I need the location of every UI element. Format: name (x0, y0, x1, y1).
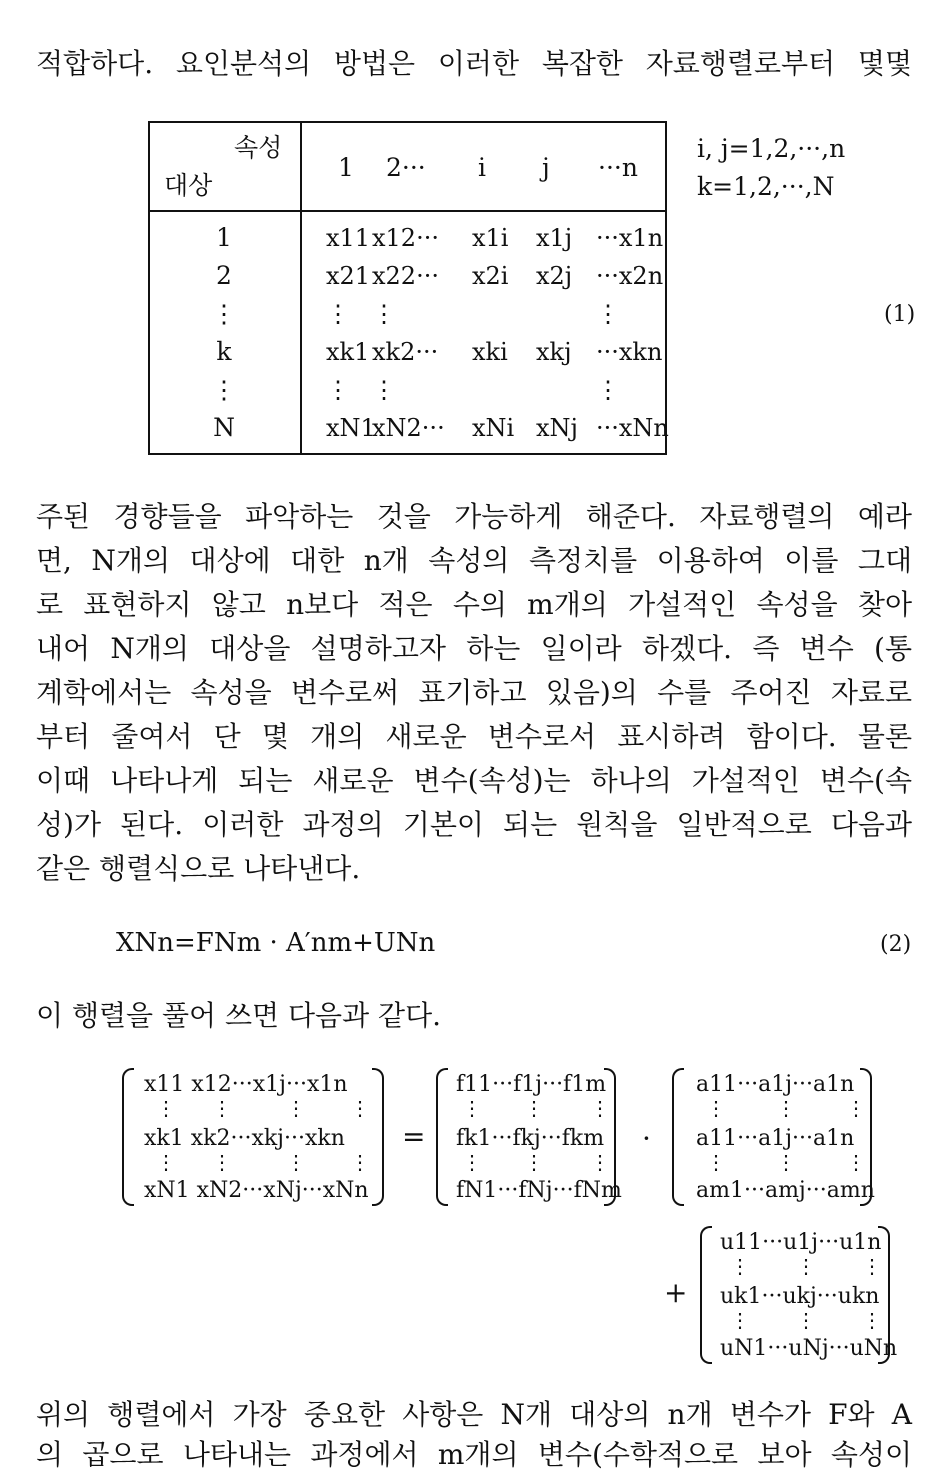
table-cell: xk2··· (372, 338, 439, 366)
row-label: k (216, 337, 232, 366)
table-cell: ⋮ (326, 300, 350, 328)
vertical-ellipsis: ⋮ (776, 1096, 796, 1120)
paragraph-line: 면, N개의 대상에 대한 n개 속성의 측정치를 이용하여 이를 그대 (36, 544, 912, 577)
equals-sign: = (402, 1120, 426, 1153)
table-cell: xN1 (326, 414, 376, 442)
paragraph-line: 로 표현하지 않고 n보다 적은 수의 m개의 가설적인 속성을 찾아 (36, 588, 912, 621)
row-label: 1 (216, 223, 232, 252)
table-cell: x2j (536, 262, 573, 290)
vertical-ellipsis: ⋮ (350, 1096, 370, 1120)
index-note-k: k=1,2,···,N (697, 172, 835, 201)
table-cell: x12··· (372, 224, 439, 252)
vertical-ellipsis: ⋮ (156, 1096, 176, 1120)
vertical-ellipsis: ⋮ (156, 1150, 176, 1174)
intro-text-line: 적합하다. 요인분석의 방법은 이러한 복잡한 자료행렬로부터 몇몇 (36, 47, 912, 80)
table-cell: x21 (326, 262, 371, 290)
table-divider-horizontal (150, 210, 665, 212)
col-header: 1 (338, 153, 354, 182)
matrix-row: x11 x12···x1j···x1n (144, 1072, 348, 1097)
matrix-row: f11···f1j···f1m (456, 1072, 607, 1097)
vertical-ellipsis: ⋮ (862, 1308, 882, 1332)
table-cell: xkj (536, 338, 572, 366)
vertical-ellipsis: ⋮ (462, 1096, 482, 1120)
paragraph-line: 성)가 된다. 이러한 과정의 기본이 되는 원칙을 일반적으로 다음과 (36, 808, 912, 841)
table-cell: xN2··· (372, 414, 445, 442)
table-cell: ···x2n (596, 262, 664, 290)
header-object: 대상 (164, 171, 213, 200)
row-label: 2 (216, 261, 232, 290)
table-cell: xk1 (326, 338, 370, 366)
equation-number-1: (1) (884, 302, 916, 327)
vertical-ellipsis: ⋮ (462, 1150, 482, 1174)
col-header: i (478, 153, 486, 182)
row-label: ⋮ (211, 299, 237, 328)
vertical-ellipsis: ⋮ (524, 1096, 544, 1120)
vertical-ellipsis: ⋮ (706, 1150, 726, 1174)
plus-sign: + (664, 1276, 688, 1309)
vertical-ellipsis: ⋮ (590, 1096, 610, 1120)
col-header: j (542, 153, 550, 182)
vertical-ellipsis: ⋮ (862, 1254, 882, 1278)
table-cell: x2i (472, 262, 509, 290)
table-cell: ⋮ (372, 376, 396, 404)
vertical-ellipsis: ⋮ (286, 1096, 306, 1120)
matrix-row: xN1 xN2···xNj···xNn (144, 1178, 369, 1203)
vertical-ellipsis: ⋮ (212, 1150, 232, 1174)
table-cell: x1j (536, 224, 573, 252)
matrix-row: xk1 xk2···xkj···xkn (144, 1126, 345, 1151)
paragraph-line: 내어 N개의 대상을 설명하고자 하는 일이라 하겠다. 즉 변수 (통 (36, 632, 912, 665)
matrix-row: am1···amj···amn (696, 1178, 875, 1203)
table-cell: ⋮ (372, 300, 396, 328)
vertical-ellipsis: ⋮ (846, 1150, 866, 1174)
table-cell: x11 (326, 224, 371, 252)
matrix-row: fk1···fkj···fkm (456, 1126, 605, 1151)
vertical-ellipsis: ⋮ (796, 1254, 816, 1278)
table-cell: x1i (472, 224, 509, 252)
vertical-ellipsis: ⋮ (524, 1150, 544, 1174)
vertical-ellipsis: ⋮ (776, 1150, 796, 1174)
multiply-dot: · (642, 1122, 651, 1155)
matrix-row: u11···u1j···u1n (720, 1230, 882, 1255)
table-cell: ···x1n (596, 224, 664, 252)
table-cell: ···xkn (596, 338, 663, 366)
table-cell: ⋮ (596, 300, 620, 328)
table-cell: ···xNn (596, 414, 669, 442)
paragraph-line: 주된 경향들을 파악하는 것을 가능하게 해준다. 자료행렬의 예라 (36, 500, 912, 533)
paragraph-line: 이때 나타나게 되는 새로운 변수(속성)는 하나의 가설적인 변수(속 (36, 764, 912, 797)
matrix-row: uN1···uNj···uNn (720, 1336, 898, 1361)
vertical-ellipsis: ⋮ (730, 1308, 750, 1332)
table-cell: ⋮ (596, 376, 620, 404)
matrix-row: a11···a1j···a1n (696, 1126, 855, 1151)
vertical-ellipsis: ⋮ (730, 1254, 750, 1278)
data-matrix-table (148, 121, 667, 455)
header-attribute: 속성 (234, 133, 283, 162)
equation-number-2: (2) (880, 932, 912, 957)
table-cell: ⋮ (326, 376, 350, 404)
closing-line: 의 곱으로 나타내는 과정에서 m개의 변수(수학적으로 보아 속성이 (36, 1438, 912, 1471)
table-cell: xNi (472, 414, 515, 442)
paragraph-line: 계학에서는 속성을 변수로써 표기하고 있음)의 수를 주어진 자료로 (36, 676, 912, 709)
vertical-ellipsis: ⋮ (212, 1096, 232, 1120)
paragraph-line: 부터 줄여서 단 몇 개의 새로운 변수로서 표시하려 함이다. 물론 (36, 720, 912, 753)
vertical-ellipsis: ⋮ (286, 1150, 306, 1174)
vertical-ellipsis: ⋮ (846, 1096, 866, 1120)
vertical-ellipsis: ⋮ (590, 1150, 610, 1174)
table-cell: x22··· (372, 262, 439, 290)
vertical-ellipsis: ⋮ (350, 1150, 370, 1174)
row-label: N (213, 413, 235, 442)
table-cell: xNj (536, 414, 578, 442)
equation-2: XNn=FNm · A′nm+UNn (116, 928, 436, 958)
closing-line: 위의 행렬에서 가장 중요한 사항은 N개 대상의 n개 변수가 F와 A (36, 1398, 912, 1431)
matrix-row: fN1···fNj···fNm (456, 1178, 622, 1203)
row-label: ⋮ (211, 375, 237, 404)
index-note-ij: i, j=1,2,···,n (697, 134, 846, 163)
matrix-row: a11···a1j···a1n (696, 1072, 855, 1097)
matrix-row: uk1···ukj···ukn (720, 1284, 880, 1309)
table-cell: xki (472, 338, 508, 366)
vertical-ellipsis: ⋮ (706, 1096, 726, 1120)
col-header: ···n (598, 153, 638, 182)
expand-text-line: 이 행렬을 풀어 쓰면 다음과 같다. (36, 999, 442, 1032)
vertical-ellipsis: ⋮ (796, 1308, 816, 1332)
table-divider-vertical (300, 123, 302, 453)
paragraph-last-line: 같은 행렬식으로 나타낸다. (36, 852, 361, 885)
col-header: 2··· (386, 153, 426, 182)
